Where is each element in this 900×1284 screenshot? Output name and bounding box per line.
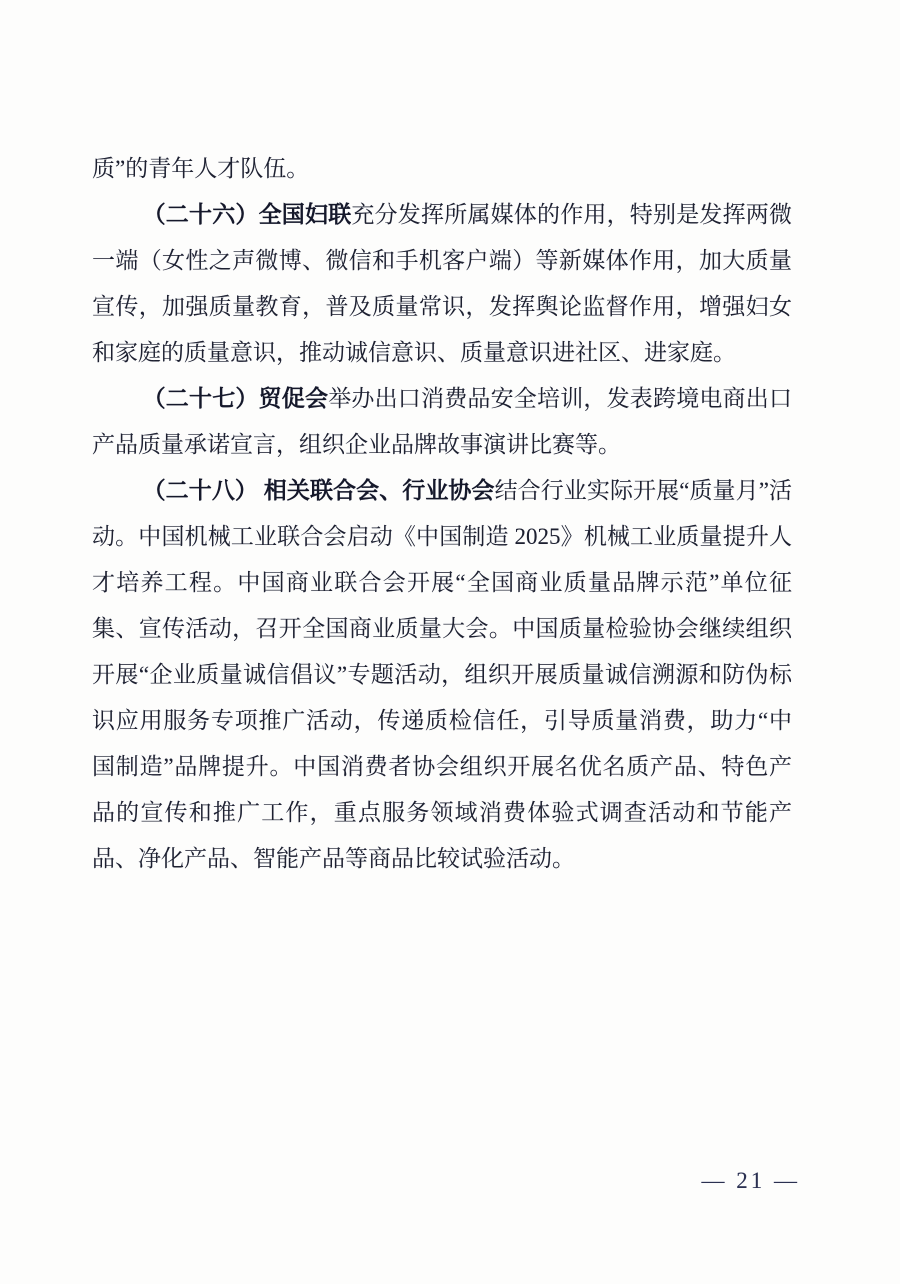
paragraph-item-28 [92,468,792,882]
paragraph-item-26 [92,192,792,376]
page-number: — 21 — [701,1168,800,1193]
paragraph-continuation [92,146,792,192]
paragraph-text: 举办出口消费品安全培训，发表跨境电商出口产品质量承诺宣言，组织企业品牌故事演讲比赛等。 [92,386,793,457]
paragraph-heading: （二十七）贸促会 [142,386,329,411]
paragraph-text: 结合行业实际开展“质量月”活动。中国机械工业联合会启动《中国制造 2025》机械工业质量提升人才培养工程。中国商业联合会开展“全国商业质量品牌示范”单位征集、宣传活动，召开全国商业质量大会。中国质量检验协会继续组织开展“企业质量诚信倡议”专题活动，组织开展质量诚信溯源和防伪标识应用服务专项推广活动，传递质检信任，引导质量消费，助力“中国制造”品牌提升。中国消费者协会组织开展名优名质产品、特色产品的宣传和推广工作，重点服务领域消费体验式调查活动和节能产品、净化产品、智能产品等商品比较试验活动。 [92,478,792,871]
paragraph-text: 充分发挥所属媒体的作用，特别是发挥两微一端（女性之声微博、微信和手机客户端）等新媒体作用，加大质量宣传，加强质量教育，普及质量常识，发挥舆论监督作用，增强妇女和家庭的质量意识，推动诚信意识、质量意识进社区、进家庭。 [92,202,793,365]
paragraph-text: 质”的青年人才队伍。 [92,156,310,181]
paragraph-heading: （二十六）全国妇联 [142,202,352,227]
paragraph-heading: （二十八） 相关联合会、行业协会 [142,478,495,503]
paragraph-item-27 [92,376,792,468]
document-body [92,146,792,882]
